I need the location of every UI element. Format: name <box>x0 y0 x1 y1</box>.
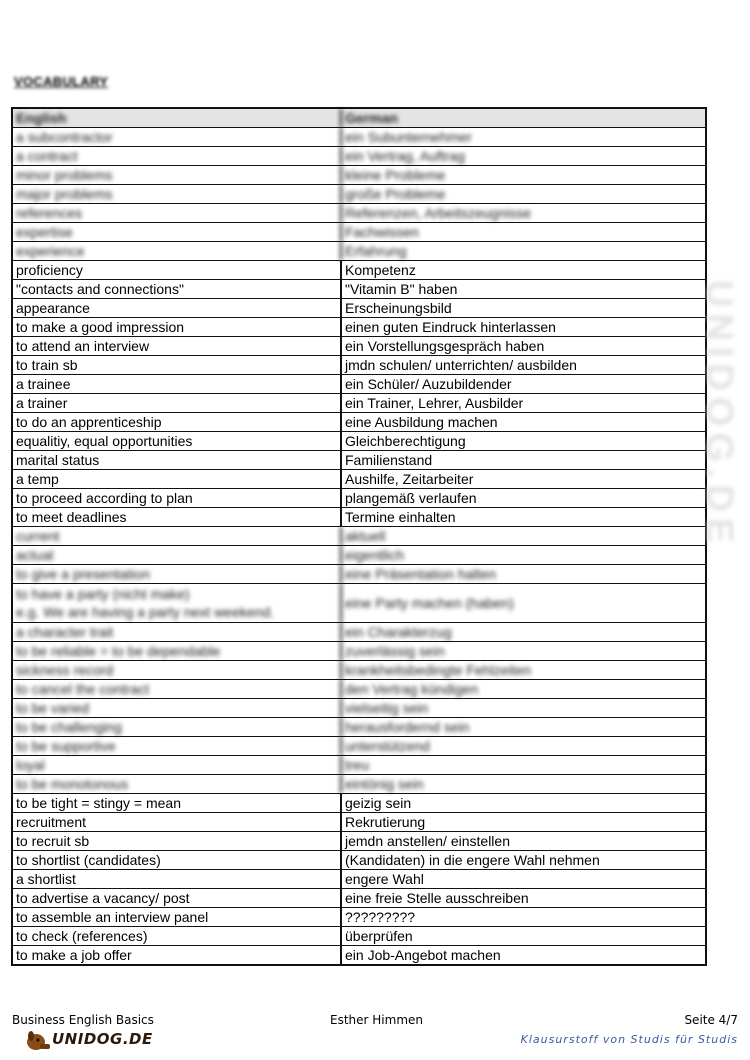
german-term-text: eigentlich <box>345 547 405 563</box>
table-row <box>11 394 707 413</box>
english-term-text: actual <box>16 547 54 563</box>
column-header-english <box>13 109 342 127</box>
german-term <box>342 889 705 907</box>
table-row <box>11 794 707 813</box>
english-term-text: sickness record <box>16 662 114 678</box>
english-term <box>13 870 342 888</box>
english-term <box>13 413 342 431</box>
german-term <box>342 394 705 412</box>
table-row <box>11 185 707 204</box>
english-term-text: a temp <box>16 471 59 487</box>
table-row <box>11 775 707 794</box>
german-term <box>342 280 705 298</box>
table-row <box>11 508 707 527</box>
table-row <box>11 147 707 166</box>
table-row <box>11 318 707 337</box>
table-row <box>11 908 707 927</box>
english-term-text: to make a good impression <box>16 319 185 335</box>
german-term-text: Referenzen, Arbeitszeugnisse <box>345 205 531 221</box>
english-term-text: to have a party (nicht make) <box>16 586 190 602</box>
english-term <box>13 832 342 850</box>
english-term <box>13 661 342 679</box>
english-term-text: to be monotonous <box>16 776 129 792</box>
german-term-text: krankheitsbedingte Fehlzeiten <box>345 662 532 678</box>
table-row <box>11 661 707 680</box>
english-term <box>13 147 342 165</box>
german-term-text: geizig sein <box>345 795 412 811</box>
german-term-text: "Vitamin B" haben <box>345 281 458 297</box>
table-row <box>11 756 707 775</box>
german-term-text: eine Ausbildung machen <box>345 414 498 430</box>
german-term <box>342 470 705 488</box>
english-term <box>13 851 342 869</box>
german-term-text: überprüfen <box>345 928 413 944</box>
german-term <box>342 204 705 222</box>
german-term <box>342 737 705 755</box>
german-term-text: herausfordernd sein <box>345 719 470 735</box>
footer-tagline: Klausurstoff von Studis für Studis <box>520 1033 738 1046</box>
german-term <box>342 870 705 888</box>
german-term <box>342 242 705 260</box>
german-term-text: plangemäß verlaufen <box>345 490 477 506</box>
german-term <box>342 527 705 545</box>
table-row <box>11 223 707 242</box>
english-example-text: e.g. We are having a party next weekend. <box>16 604 275 620</box>
german-term-text: ein Vorstellungsgespräch haben <box>345 338 545 354</box>
english-term-text: to assemble an interview panel <box>16 909 209 925</box>
english-term <box>13 546 342 564</box>
german-term-text: unterstützend <box>345 738 430 754</box>
german-term <box>342 128 705 146</box>
german-term <box>342 489 705 507</box>
german-term <box>342 432 705 450</box>
german-term-text: engere Wahl <box>345 871 424 887</box>
table-row <box>11 737 707 756</box>
german-term-text: German <box>345 110 398 126</box>
english-term-text: to make a job offer <box>16 947 132 963</box>
english-term <box>13 908 342 926</box>
table-row <box>11 451 707 470</box>
english-term <box>13 775 342 793</box>
table-row <box>11 623 707 642</box>
table-row <box>11 280 707 299</box>
english-term <box>13 280 342 298</box>
english-term-text: to meet deadlines <box>16 509 127 525</box>
german-term <box>342 375 705 393</box>
english-term-text: minor problems <box>16 167 113 183</box>
german-term <box>342 565 705 583</box>
table-row <box>11 832 707 851</box>
english-term <box>13 927 342 945</box>
english-term-text: a trainer <box>16 395 68 411</box>
english-term-text: marital status <box>16 452 100 468</box>
table-row <box>11 946 707 966</box>
german-term <box>342 584 705 622</box>
english-term-text: to cancel the contract <box>16 681 150 697</box>
german-term <box>342 775 705 793</box>
german-term-text: Rekrutierung <box>345 814 426 830</box>
german-term-text: ein Job-Angebot machen <box>345 947 501 963</box>
english-term-text: loyal <box>16 757 45 773</box>
german-term <box>342 661 705 679</box>
german-term <box>342 147 705 165</box>
german-term <box>342 946 705 964</box>
english-term-text: to do an apprenticeship <box>16 414 162 430</box>
english-term-text: expertise <box>16 224 73 240</box>
english-term-text: to shortlist (candidates) <box>16 852 161 868</box>
english-term <box>13 699 342 717</box>
german-term-text: Termine einhalten <box>345 509 456 525</box>
table-row <box>11 204 707 223</box>
english-term-text: a subcontractor <box>16 129 113 145</box>
german-term-text: aktuell <box>345 528 386 544</box>
table-row <box>11 870 707 889</box>
english-term-text: to check (references) <box>16 928 148 944</box>
english-term-text: appearance <box>16 300 90 316</box>
german-term-text: Familienstand <box>345 452 433 468</box>
german-term-text: ein Charakterzug <box>345 624 452 640</box>
english-term <box>13 166 342 184</box>
german-term <box>342 508 705 526</box>
german-term <box>342 756 705 774</box>
table-row <box>11 527 707 546</box>
table-row <box>11 242 707 261</box>
german-term <box>342 813 705 831</box>
german-term-text: Gleichberechtigung <box>345 433 466 449</box>
english-term <box>13 489 342 507</box>
english-term <box>13 794 342 812</box>
german-term-text: ????????? <box>345 909 416 925</box>
logo-text: UNIDOG.DE <box>52 1030 153 1048</box>
table-row <box>11 356 707 375</box>
german-term <box>342 642 705 660</box>
english-term <box>13 756 342 774</box>
german-term-text: jemdn anstellen/ einstellen <box>345 833 510 849</box>
german-term-text: vielseitig sein <box>345 700 429 716</box>
english-term-text: a shortlist <box>16 871 76 887</box>
table-row <box>11 889 707 908</box>
german-term-text: große Probleme <box>345 186 446 202</box>
english-term <box>13 527 342 545</box>
column-header-german <box>342 109 705 127</box>
table-row <box>11 432 707 451</box>
english-term <box>13 261 342 279</box>
german-term <box>342 718 705 736</box>
german-term <box>342 413 705 431</box>
english-term <box>13 508 342 526</box>
watermark: UNIDOG.DE <box>698 280 740 550</box>
english-term-text: to be challenging <box>16 719 122 735</box>
german-term <box>342 223 705 241</box>
english-term-text: recruitment <box>16 814 87 830</box>
english-term-text: a character trait <box>16 624 114 640</box>
english-term <box>13 337 342 355</box>
german-term <box>342 908 705 926</box>
english-term <box>13 680 342 698</box>
german-term-text: eine freie Stelle ausschreiben <box>345 890 529 906</box>
english-term <box>13 584 342 622</box>
table-header-row <box>11 107 707 128</box>
english-term-text: to advertise a vacancy/ post <box>16 890 190 906</box>
german-term-text: ein Subunternehmer <box>345 129 472 145</box>
table-row <box>11 718 707 737</box>
german-term <box>342 794 705 812</box>
vocabulary-table <box>11 107 707 966</box>
german-term <box>342 166 705 184</box>
table-row <box>11 813 707 832</box>
english-term <box>13 318 342 336</box>
table-row <box>11 375 707 394</box>
german-term <box>342 451 705 469</box>
german-term-text: Erfahrung <box>345 243 407 259</box>
german-term <box>342 337 705 355</box>
english-term <box>13 394 342 412</box>
german-term <box>342 623 705 641</box>
german-term-text: einen guten Eindruck hinterlassen <box>345 319 556 335</box>
german-term <box>342 261 705 279</box>
english-term-text: references <box>16 205 83 221</box>
english-term <box>13 946 342 964</box>
english-term <box>13 718 342 736</box>
table-row <box>11 546 707 565</box>
table-row <box>11 565 707 584</box>
german-term-text: ein Vertrag, Auftrag <box>345 148 465 164</box>
english-term-text: English <box>16 110 67 126</box>
german-term <box>342 680 705 698</box>
english-term-text: current <box>16 528 60 544</box>
table-row <box>11 128 707 147</box>
german-term-text: Fachwissen <box>345 224 419 240</box>
table-row <box>11 337 707 356</box>
english-term <box>13 889 342 907</box>
table-row <box>11 166 707 185</box>
english-term-text: to be reliable = to be dependable <box>16 643 221 659</box>
german-term-text: kleine Probleme <box>345 167 446 183</box>
footer-page-number: Seite 4/7 <box>684 1013 738 1027</box>
english-term <box>13 623 342 641</box>
table-row <box>11 927 707 946</box>
english-term <box>13 223 342 241</box>
table-row <box>11 413 707 432</box>
german-term-text: Aushilfe, Zeitarbeiter <box>345 471 474 487</box>
table-row <box>11 699 707 718</box>
english-term-text: major problems <box>16 186 113 202</box>
german-term-text: den Vertrag kündigen <box>345 681 479 697</box>
english-term-text: "contacts and connections" <box>16 281 184 297</box>
english-term <box>13 299 342 317</box>
english-term-text: to recruit sb <box>16 833 90 849</box>
english-term <box>13 565 342 583</box>
english-term-text: to be supportive <box>16 738 116 754</box>
german-term-text: ein Schüler/ Auzubildender <box>345 376 512 392</box>
german-term <box>342 927 705 945</box>
english-term <box>13 204 342 222</box>
english-term <box>13 432 342 450</box>
german-term <box>342 318 705 336</box>
english-term-text: equalitiy, equal opportunities <box>16 433 193 449</box>
english-term <box>13 242 342 260</box>
english-term-text: proficiency <box>16 262 83 278</box>
english-term-text: to be varied <box>16 700 90 716</box>
german-term <box>342 546 705 564</box>
german-term <box>342 832 705 850</box>
german-term-text: eine Party machen (haben) <box>345 595 514 611</box>
english-term-text: a contract <box>16 148 78 164</box>
table-row <box>11 680 707 699</box>
english-term-text: to attend an interview <box>16 338 150 354</box>
german-term-text: eine Präsentation halten <box>345 566 496 582</box>
english-term <box>13 642 342 660</box>
english-term <box>13 737 342 755</box>
german-term-text: (Kandidaten) in die engere Wahl nehmen <box>345 852 600 868</box>
english-term <box>13 128 342 146</box>
german-term-text: treu <box>345 757 370 773</box>
table-row <box>11 489 707 508</box>
english-term <box>13 813 342 831</box>
english-term <box>13 470 342 488</box>
footer-course-title: Business English Basics <box>12 1013 154 1027</box>
table-row <box>11 299 707 318</box>
footer-author: Esther Himmen <box>330 1013 423 1027</box>
english-term <box>13 375 342 393</box>
english-term-text: experience <box>16 243 85 259</box>
english-term-text: to train sb <box>16 357 78 373</box>
english-term-text: to proceed according to plan <box>16 490 193 506</box>
german-term-text: Kompetenz <box>345 262 416 278</box>
english-term <box>13 356 342 374</box>
english-term-text: to be tight = stingy = mean <box>16 795 181 811</box>
german-term <box>342 356 705 374</box>
german-term-text: zuverlässig sein <box>345 643 445 659</box>
german-term <box>342 851 705 869</box>
table-row <box>11 261 707 280</box>
german-term-text: Erscheinungsbild <box>345 300 452 316</box>
german-term <box>342 299 705 317</box>
table-row <box>11 642 707 661</box>
german-term <box>342 185 705 203</box>
page-heading: VOCABULARY <box>14 74 109 89</box>
german-term-text: jmdn schulen/ unterrichten/ ausbilden <box>345 357 577 373</box>
english-term-text: to give a presentation <box>16 566 150 582</box>
german-term-text: eintönig sein <box>345 776 424 792</box>
table-row <box>11 584 707 623</box>
english-term <box>13 451 342 469</box>
table-row <box>11 470 707 489</box>
english-term-text: a trainee <box>16 376 71 392</box>
english-term <box>13 185 342 203</box>
german-term-text: ein Trainer, Lehrer, Ausbilder <box>345 395 524 411</box>
table-row <box>11 851 707 870</box>
german-term <box>342 699 705 717</box>
